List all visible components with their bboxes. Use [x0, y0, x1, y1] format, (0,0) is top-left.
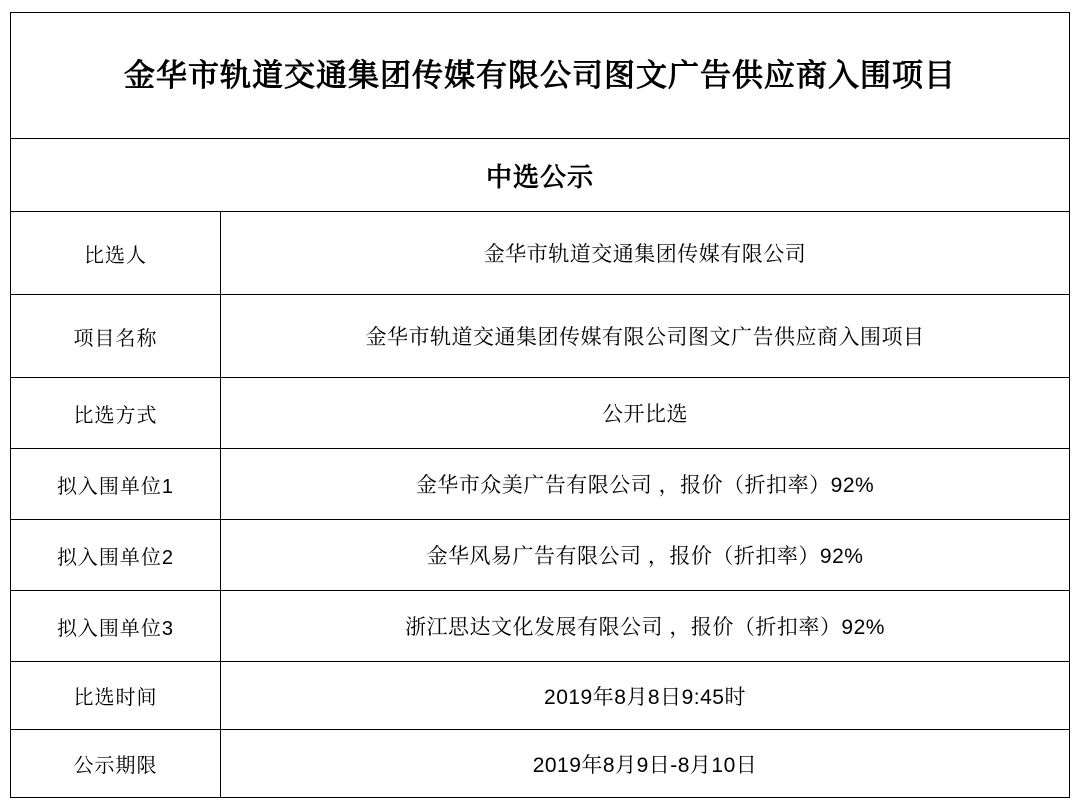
- row-label-candidate-2: 拟入围单位2: [11, 520, 221, 591]
- row-label-candidate-1: 拟入围单位1: [11, 449, 221, 520]
- title-row: [11, 13, 1070, 139]
- subtitle-row: [11, 139, 1070, 212]
- table-row: [11, 295, 1070, 378]
- row-value-notice-period: 2019年8月9日-8月10日: [221, 730, 1070, 798]
- row-label-bidder: 比选人: [11, 212, 221, 295]
- row-value-bidder: 金华市轨道交通集团传媒有限公司: [221, 212, 1070, 295]
- row-label-bid-time: 比选时间: [11, 662, 221, 730]
- table-row: [11, 449, 1070, 520]
- table-row: [11, 662, 1070, 730]
- document-title: 金华市轨道交通集团传媒有限公司图文广告供应商入围项目: [11, 13, 1070, 139]
- row-value-project-name: 金华市轨道交通集团传媒有限公司图文广告供应商入围项目: [221, 295, 1070, 378]
- row-label-candidate-3: 拟入围单位3: [11, 591, 221, 662]
- row-value-method: 公开比选: [221, 378, 1070, 449]
- row-value-bid-time: 2019年8月8日9:45时: [221, 662, 1070, 730]
- table-row: [11, 520, 1070, 591]
- row-value-candidate-3: 浙江思达文化发展有限公司 ，报价（折扣率）92%: [221, 591, 1070, 662]
- table-row: [11, 212, 1070, 295]
- table-row: [11, 378, 1070, 449]
- row-value-candidate-2: 金华风易广告有限公司 ，报价（折扣率）92%: [221, 520, 1070, 591]
- table-row: [11, 730, 1070, 798]
- row-label-project-name: 项目名称: [11, 295, 221, 378]
- table-row: [11, 591, 1070, 662]
- document-subtitle: 中选公示: [11, 139, 1070, 212]
- row-label-notice-period: 公示期限: [11, 730, 221, 798]
- announcement-table: [10, 12, 1070, 798]
- row-value-candidate-1: 金华市众美广告有限公司 ，报价（折扣率）92%: [221, 449, 1070, 520]
- row-label-method: 比选方式: [11, 378, 221, 449]
